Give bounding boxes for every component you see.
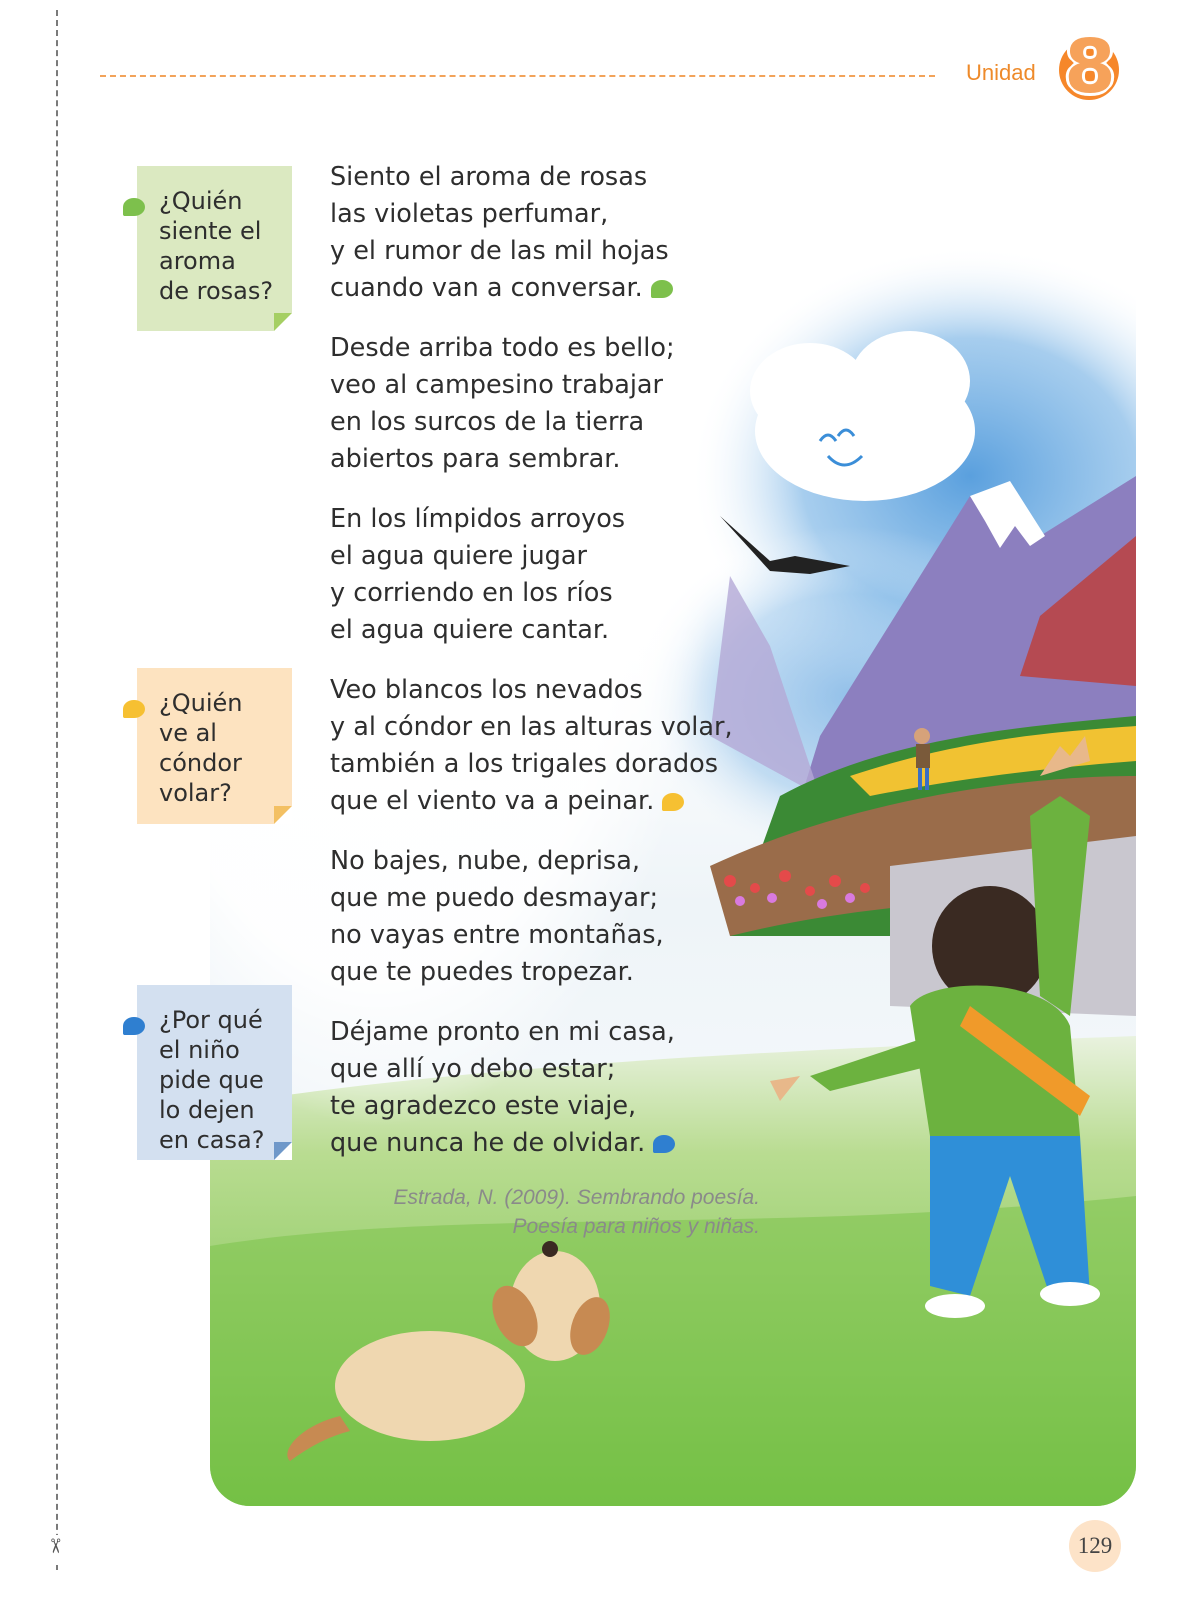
yellow-leaf-icon — [123, 700, 145, 718]
header-dashed-rule — [100, 75, 935, 77]
poem-line: Veo blancos los nevados — [330, 675, 643, 705]
poem-line-with-marker — [330, 783, 790, 820]
note-line: ¿Por qué — [159, 1006, 263, 1034]
poem-line: que te puedes tropezar. — [330, 957, 634, 987]
cut-line — [56, 10, 58, 1570]
citation — [330, 1183, 760, 1241]
poem-line: las violetas perfumar, — [330, 199, 609, 229]
stanza-5 — [330, 843, 790, 991]
stanza-1 — [330, 159, 790, 307]
yellow-leaf-icon — [662, 793, 684, 811]
note-fold — [274, 1142, 292, 1160]
question-note-aroma — [137, 166, 292, 331]
note-line: lo dejen — [159, 1096, 255, 1124]
poem-line: En los límpidos arroyos — [330, 504, 626, 534]
green-leaf-icon — [651, 280, 673, 298]
poem-line: cuando van a conversar. — [330, 273, 643, 303]
stanza-6 — [330, 1014, 790, 1162]
note-line: en casa? — [159, 1126, 265, 1154]
poem-line-with-marker — [330, 1125, 790, 1162]
poem — [330, 159, 790, 1185]
stanza-3 — [330, 501, 790, 649]
note-line: ve al — [159, 719, 217, 747]
poem-line: también a los trigales dorados — [330, 749, 719, 779]
green-leaf-icon — [123, 198, 145, 216]
scissors-icon: ✂ — [43, 1537, 68, 1555]
question-note-home — [137, 985, 292, 1160]
poem-line: que nunca he de olvidar. — [330, 1128, 646, 1158]
poem-line: que el viento va a peinar. — [330, 786, 655, 816]
note-line: ¿Quién — [159, 187, 243, 215]
poem-line-with-marker — [330, 270, 790, 307]
poem-line: y corriendo en los ríos — [330, 578, 613, 608]
poem-line: Déjame pronto en mi casa, — [330, 1017, 675, 1047]
blue-leaf-icon — [123, 1017, 145, 1035]
poem-line: Desde arriba todo es bello; — [330, 333, 675, 363]
poem-line: y al cóndor en las alturas volar, — [330, 712, 733, 742]
poem-line: veo al campesino trabajar — [330, 370, 664, 400]
note-fold — [274, 313, 292, 331]
stanza-2 — [330, 330, 790, 478]
note-line: aroma — [159, 247, 236, 275]
poem-line: el agua quiere jugar — [330, 541, 587, 571]
citation-line-2: Poesía para niños y niñas. — [512, 1215, 760, 1238]
note-line: pide que — [159, 1066, 264, 1094]
question-note-condor — [137, 668, 292, 824]
citation-line-1: Estrada, N. (2009). Sembrando poesía. — [393, 1186, 760, 1209]
note-line: el niño — [159, 1036, 240, 1064]
poem-line: y el rumor de las mil hojas — [330, 236, 669, 266]
stanza-4 — [330, 672, 790, 820]
poem-line: que me puedo desmayar; — [330, 883, 659, 913]
page-number: 129 — [1069, 1520, 1121, 1572]
poem-line: en los surcos de la tierra — [330, 407, 645, 437]
poem-line: te agradezco este viaje, — [330, 1091, 637, 1121]
poem-line: no vayas entre montañas, — [330, 920, 664, 950]
note-line: volar? — [159, 779, 232, 807]
blue-leaf-icon — [653, 1135, 675, 1153]
note-line: ¿Quién — [159, 689, 243, 717]
note-line: cóndor — [159, 749, 242, 777]
poem-line: No bajes, nube, deprisa, — [330, 846, 640, 876]
unit-number: 8 — [1064, 24, 1116, 110]
note-line: de rosas? — [159, 277, 274, 305]
note-fold — [274, 806, 292, 824]
poem-line: el agua quiere cantar. — [330, 615, 610, 645]
note-line: siente el — [159, 217, 262, 245]
poem-line: que allí yo debo estar; — [330, 1054, 616, 1084]
poem-line: Siento el aroma de rosas — [330, 162, 648, 192]
unit-label: Unidad — [966, 60, 1036, 85]
poem-line: abiertos para sembrar. — [330, 444, 621, 474]
